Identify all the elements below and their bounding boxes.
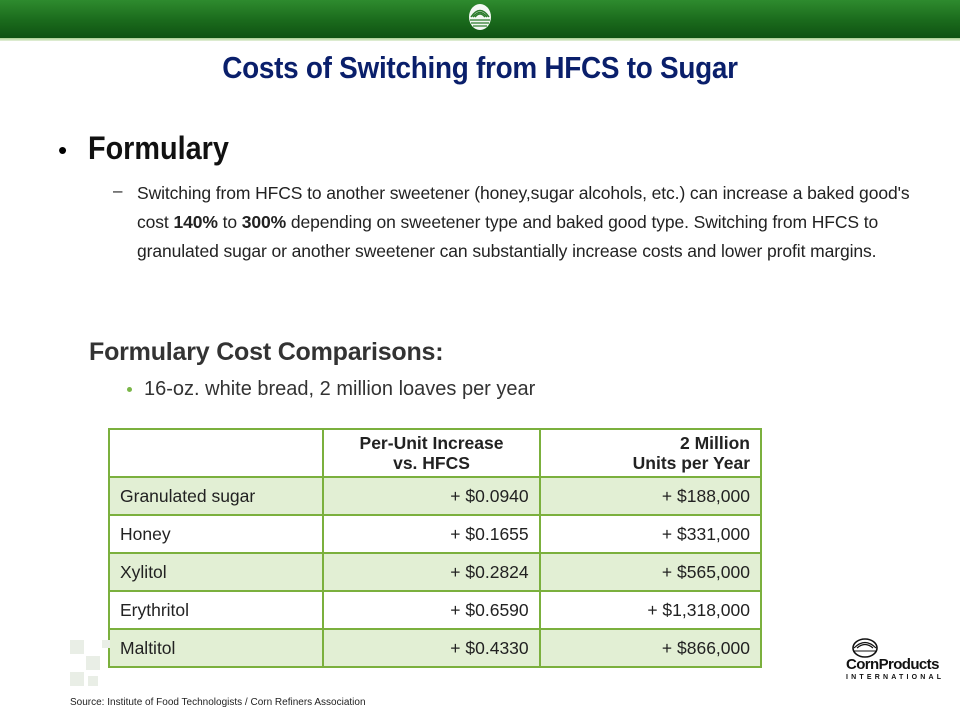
paragraph-part-2: to — [217, 212, 242, 232]
green-bullet-icon — [127, 387, 132, 392]
annual-cell: + $866,000 — [540, 629, 761, 667]
brand-subtitle: INTERNATIONAL — [846, 674, 945, 681]
paragraph-part-1: Switching from HFCS to another sweetener (honey,sugar alcohols, etc.) can increase a baked good's cost — [137, 183, 910, 232]
table-row — [109, 591, 761, 629]
sweetener-cell: Erythritol — [109, 591, 323, 629]
decor-square — [88, 676, 98, 686]
header-per-unit: Per-Unit Increase vs. HFCS — [323, 429, 539, 477]
sub-bullet-text — [137, 179, 917, 266]
decor-square — [102, 640, 110, 648]
slide-title: Costs of Switching from HFCS to Sugar — [222, 50, 738, 85]
header-divider — [0, 38, 960, 41]
per-unit-cell: + $0.2824 — [323, 553, 539, 591]
comparison-title: Formulary Cost Comparisons: — [89, 338, 444, 366]
comparison-subtitle-row — [127, 378, 535, 401]
percent-high: 300% — [241, 212, 287, 232]
bullet-formulary — [58, 130, 244, 167]
decor-square — [70, 672, 84, 686]
annual-cell: + $1,318,000 — [540, 591, 761, 629]
header-empty-cell — [109, 429, 323, 477]
table-header-row — [109, 429, 761, 477]
percent-low: 140% — [173, 212, 218, 232]
decor-square — [70, 640, 84, 654]
brand-name: CornProducts — [846, 656, 939, 673]
table-row — [109, 515, 761, 553]
sweetener-cell: Maltitol — [109, 629, 323, 667]
table-row — [109, 477, 761, 515]
bullet-dot-icon: • — [58, 135, 68, 165]
per-unit-cell: + $0.4330 — [323, 629, 539, 667]
sweetener-cell: Xylitol — [109, 553, 323, 591]
sweetener-cell: Honey — [109, 515, 323, 553]
corn-products-logo-icon — [466, 2, 494, 34]
bullet-heading: Formulary — [88, 130, 229, 166]
cost-comparison-table — [108, 428, 762, 668]
annual-cell: + $188,000 — [540, 477, 761, 515]
decor-square — [86, 656, 100, 670]
header-annual: 2 Million Units per Year — [540, 429, 761, 477]
sweetener-cell: Granulated sugar — [109, 477, 323, 515]
comparison-subtitle: 16-oz. white bread, 2 million loaves per year — [144, 378, 536, 400]
per-unit-cell: + $0.0940 — [323, 477, 539, 515]
per-unit-cell: + $0.6590 — [323, 591, 539, 629]
source-note: Source: Institute of Food Technologists / Corn Refiners Association — [70, 697, 366, 708]
table-row — [109, 553, 761, 591]
per-unit-cell: + $0.1655 — [323, 515, 539, 553]
sub-bullet-dash: – — [113, 181, 123, 200]
annual-cell: + $331,000 — [540, 515, 761, 553]
paragraph-part-3: depending on sweetener type and baked good type. Switching from HFCS to granulated sugar or another sweetener can substantially increase costs and lower profit margins. — [137, 212, 879, 261]
annual-cell: + $565,000 — [540, 553, 761, 591]
table-row — [109, 629, 761, 667]
